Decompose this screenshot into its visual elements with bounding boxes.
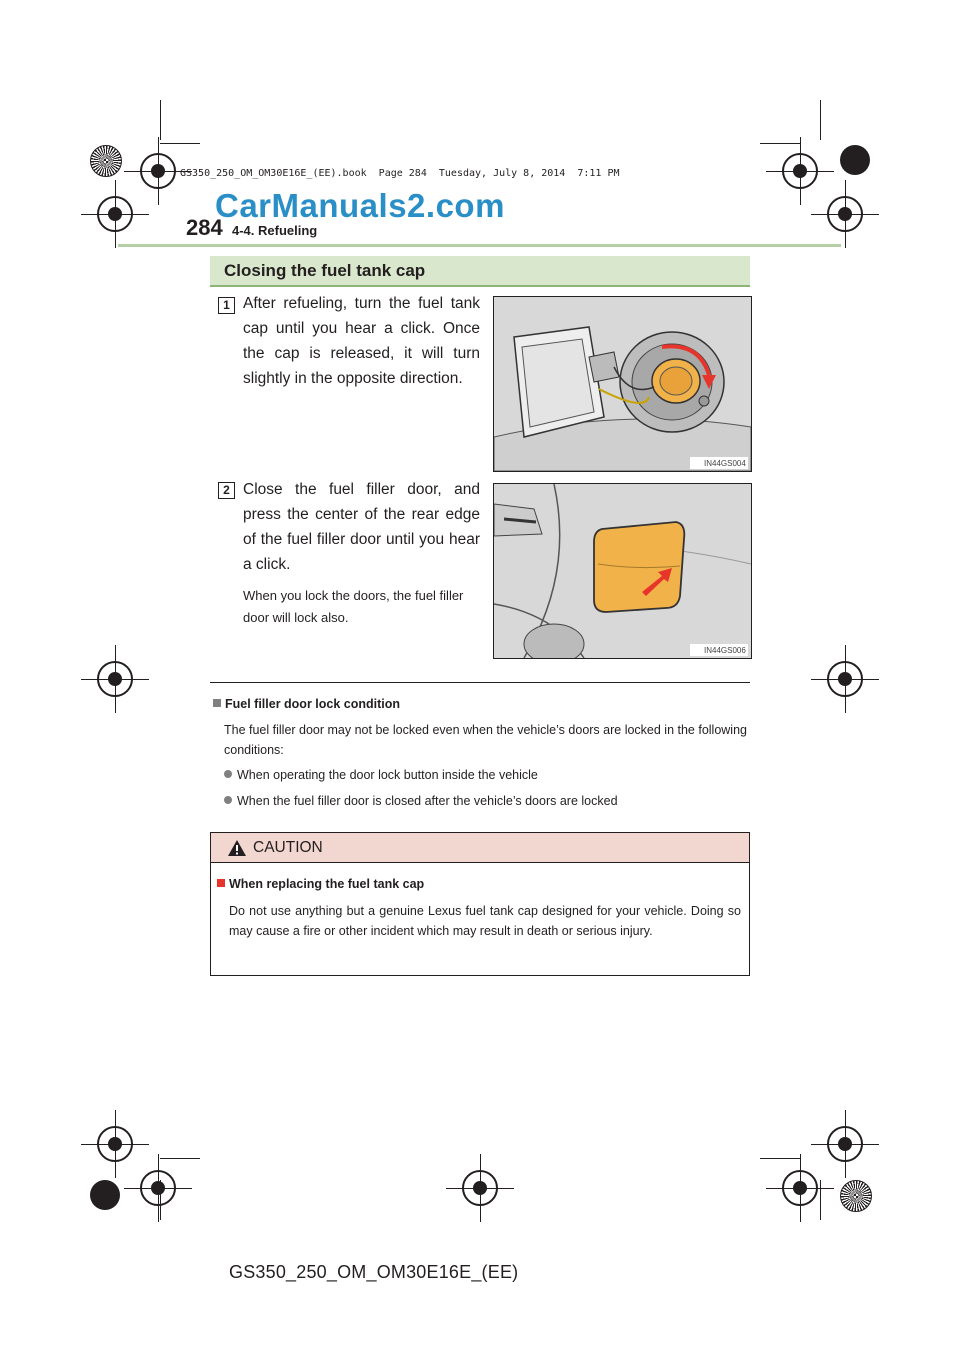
caution-heading: When replacing the fuel tank cap <box>217 877 424 891</box>
warning-triangle-icon <box>227 839 247 857</box>
info-bullet: When the fuel filler door is closed after the vehicle’s doors are locked <box>224 791 618 811</box>
caution-header <box>211 833 749 863</box>
registration-mark-icon <box>462 1170 498 1206</box>
info-intro: The fuel filler door may not be locked even when the vehicle’s doors are locked in the following conditions: <box>224 723 747 757</box>
caution-label: CAUTION <box>253 839 323 856</box>
caution-text: Do not use anything but a genuine Lexus fuel tank cap designed for your vehicle. Doing so may cause a fire or other incident which may result in death or serious injury. <box>229 904 741 938</box>
caution-box <box>210 832 750 976</box>
registration-mark-icon <box>827 661 863 697</box>
info-heading: Fuel filler door lock condition <box>213 697 400 711</box>
registration-star-icon <box>840 1180 872 1212</box>
section-title: Closing the fuel tank cap <box>224 261 426 280</box>
crop-line <box>820 1180 821 1220</box>
step-number: 1 <box>218 297 235 314</box>
square-bullet-icon <box>217 879 225 887</box>
step-text: After refueling, turn the fuel tank cap until you hear a click. Once the cap is released, it will turn slightly in the opposite direction. <box>243 295 480 387</box>
page-number: 284 <box>186 215 223 240</box>
info-bullet: When operating the door lock button inside the vehicle <box>224 765 538 785</box>
footer-code: GS350_250_OM_OM30E16E_(EE) <box>229 1262 519 1282</box>
step-text: Close the fuel filler door, and press the center of the rear edge of the fuel filler door until you hear a click. <box>243 481 480 573</box>
registration-dot-icon <box>840 145 870 175</box>
registration-mark-icon <box>140 1170 176 1206</box>
figure-code: IN44GS006 <box>704 646 746 655</box>
crop-line <box>160 100 161 140</box>
section-title-bar <box>210 256 750 287</box>
round-bullet-icon <box>224 770 232 778</box>
registration-mark-icon <box>827 1126 863 1162</box>
fuel-door-figure <box>493 483 752 659</box>
step-note: When you lock the doors, the fuel filler door will lock also. <box>243 588 464 625</box>
registration-mark-icon <box>97 661 133 697</box>
section-label: 4-4. Refueling <box>232 223 318 238</box>
fuel-cap-figure <box>493 296 752 472</box>
round-bullet-icon <box>224 796 232 804</box>
crop-line <box>160 1158 200 1159</box>
crop-line <box>820 100 821 140</box>
figure-code: IN44GS004 <box>704 459 746 468</box>
registration-dot-icon <box>90 1180 120 1210</box>
header-rule <box>118 244 841 247</box>
crop-line <box>160 1180 161 1220</box>
registration-mark-icon <box>827 196 863 232</box>
registration-mark-icon <box>97 1126 133 1162</box>
watermark: CarManuals2.com <box>215 187 505 224</box>
registration-star-icon <box>90 145 122 177</box>
section-divider <box>210 682 750 683</box>
book-info-line: GS350_250_OM_OM30E16E_(EE).book Page 284 Tuesday, July 8, 2014 7:11 PM <box>180 168 620 179</box>
registration-mark-icon <box>782 153 818 189</box>
crop-line <box>160 143 200 144</box>
registration-mark-icon <box>140 153 176 189</box>
registration-mark-icon <box>782 1170 818 1206</box>
step-number: 2 <box>218 482 235 499</box>
square-bullet-icon <box>213 699 221 707</box>
crop-line <box>760 1158 800 1159</box>
registration-mark-icon <box>97 196 133 232</box>
crop-line <box>760 143 800 144</box>
